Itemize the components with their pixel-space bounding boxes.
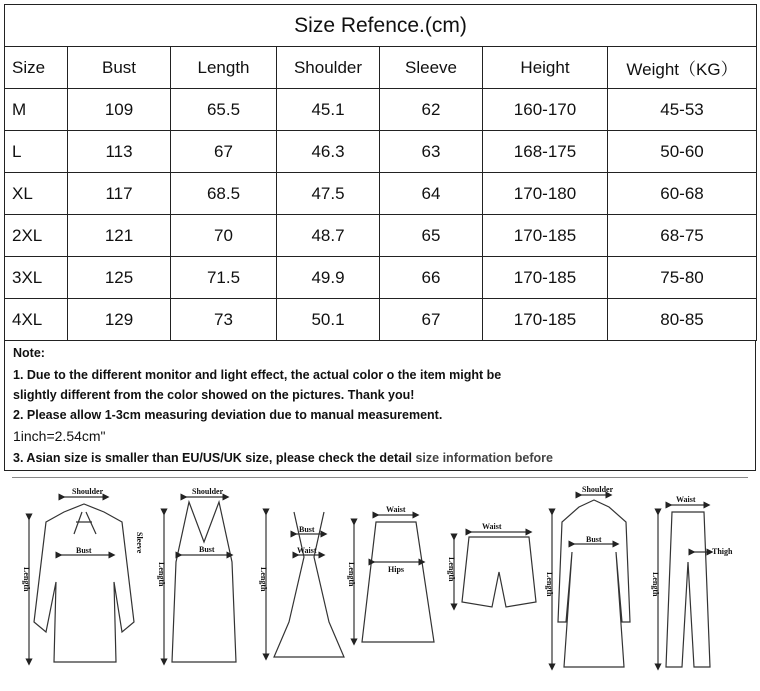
label-bust-3: Bust [299, 525, 315, 534]
label-length-5: Length [447, 557, 456, 582]
shoulder-cell: 46.3 [277, 131, 380, 173]
height-cell: 160-170 [483, 89, 608, 131]
size-cell: 3XL [5, 257, 68, 299]
notes-box [4, 341, 756, 471]
skirt-diagram [354, 515, 434, 642]
sleeve-cell: 65 [380, 215, 483, 257]
note-line-2: 2. Please allow 1-3cm measuring deviation due to manual measurement. [13, 408, 443, 422]
note-line-1b: slightly different from the color showed on the pictures. Thank you! [13, 388, 415, 402]
measurement-diagrams [4, 472, 756, 686]
header-length: Length [171, 47, 277, 89]
length-cell: 71.5 [171, 257, 277, 299]
bust-cell: 117 [68, 173, 171, 215]
label-length-3: Length [259, 567, 268, 592]
table-row [5, 215, 757, 257]
note-line-3-text: 3. Asian size is smaller than EU/US/UK size, please check the detail [13, 451, 416, 465]
label-waist-3: Waist [297, 546, 317, 555]
label-waist-7: Waist [676, 495, 696, 504]
header-bust: Bust [68, 47, 171, 89]
label-waist-5: Waist [482, 522, 502, 531]
table-row [5, 257, 757, 299]
label-length-7: Length [651, 572, 660, 597]
bust-cell: 121 [68, 215, 171, 257]
length-cell: 68.5 [171, 173, 277, 215]
shoulder-cell: 48.7 [277, 215, 380, 257]
tank-diagram [164, 497, 236, 662]
note-line-1a: 1. Due to the different monitor and light effect, the actual color o the item might be [13, 368, 502, 382]
length-cell: 70 [171, 215, 277, 257]
sleeve-cell: 67 [380, 299, 483, 341]
bust-cell: 113 [68, 131, 171, 173]
size-cell: 2XL [5, 215, 68, 257]
label-shoulder: Shoulder [72, 487, 104, 496]
note-line-3 [13, 451, 553, 465]
label-length: Length [22, 567, 31, 592]
label-length-2: Length [157, 562, 166, 587]
note-line-3-gray: size information before [415, 451, 554, 465]
header-weight: Weight（KG） [608, 47, 757, 89]
weight-cell: 45-53 [608, 89, 757, 131]
header-row [5, 47, 757, 89]
label-bust-6: Bust [586, 535, 602, 544]
shoulder-cell: 50.1 [277, 299, 380, 341]
coat-diagram [552, 495, 630, 667]
sleeve-cell: 63 [380, 131, 483, 173]
size-chart-table [4, 4, 757, 341]
header-size: Size [5, 47, 68, 89]
label-bust: Bust [76, 546, 92, 555]
label-length-4: Length [347, 562, 356, 587]
divider [12, 477, 748, 478]
height-cell: 170-185 [483, 257, 608, 299]
sleeve-cell: 66 [380, 257, 483, 299]
sleeve-cell: 62 [380, 89, 483, 131]
label-shoulder-2: Shoulder [192, 487, 224, 496]
shorts-diagram [454, 532, 536, 607]
weight-cell: 80-85 [608, 299, 757, 341]
table-row [5, 131, 757, 173]
height-cell: 168-175 [483, 131, 608, 173]
height-cell: 170-185 [483, 299, 608, 341]
shoulder-cell: 45.1 [277, 89, 380, 131]
shoulder-cell: 47.5 [277, 173, 380, 215]
height-cell: 170-180 [483, 173, 608, 215]
weight-cell: 60-68 [608, 173, 757, 215]
weight-cell: 75-80 [608, 257, 757, 299]
shoulder-cell: 49.9 [277, 257, 380, 299]
chart-title: Size Refence.(cm) [5, 5, 757, 47]
bust-cell: 125 [68, 257, 171, 299]
weight-cell: 68-75 [608, 215, 757, 257]
label-hips: Hips [388, 565, 405, 574]
label-shoulder-6: Shoulder [582, 485, 614, 494]
bust-cell: 109 [68, 89, 171, 131]
size-cell: M [5, 89, 68, 131]
pants-diagram [658, 505, 710, 667]
bust-cell: 129 [68, 299, 171, 341]
header-sleeve: Sleeve [380, 47, 483, 89]
length-cell: 65.5 [171, 89, 277, 131]
header-shoulder: Shoulder [277, 47, 380, 89]
note-inch-conversion: 1inch=2.54cm" [13, 428, 106, 444]
table-row [5, 299, 757, 341]
label-bust-2: Bust [199, 545, 215, 554]
header-height: Height [483, 47, 608, 89]
sleeve-cell: 64 [380, 173, 483, 215]
weight-cell: 50-60 [608, 131, 757, 173]
garment-illustrations [4, 472, 756, 686]
label-waist-4: Waist [386, 505, 406, 514]
label-sleeve: Sleeve [135, 532, 144, 554]
notes-heading: Note: [13, 346, 45, 360]
label-thigh: Thigh [712, 547, 733, 556]
table-row [5, 89, 757, 131]
blouse-diagram [29, 497, 134, 662]
length-cell: 73 [171, 299, 277, 341]
length-cell: 67 [171, 131, 277, 173]
table-row [5, 173, 757, 215]
label-length-6: Length [545, 572, 554, 597]
height-cell: 170-185 [483, 215, 608, 257]
size-cell: XL [5, 173, 68, 215]
size-cell: L [5, 131, 68, 173]
size-cell: 4XL [5, 299, 68, 341]
